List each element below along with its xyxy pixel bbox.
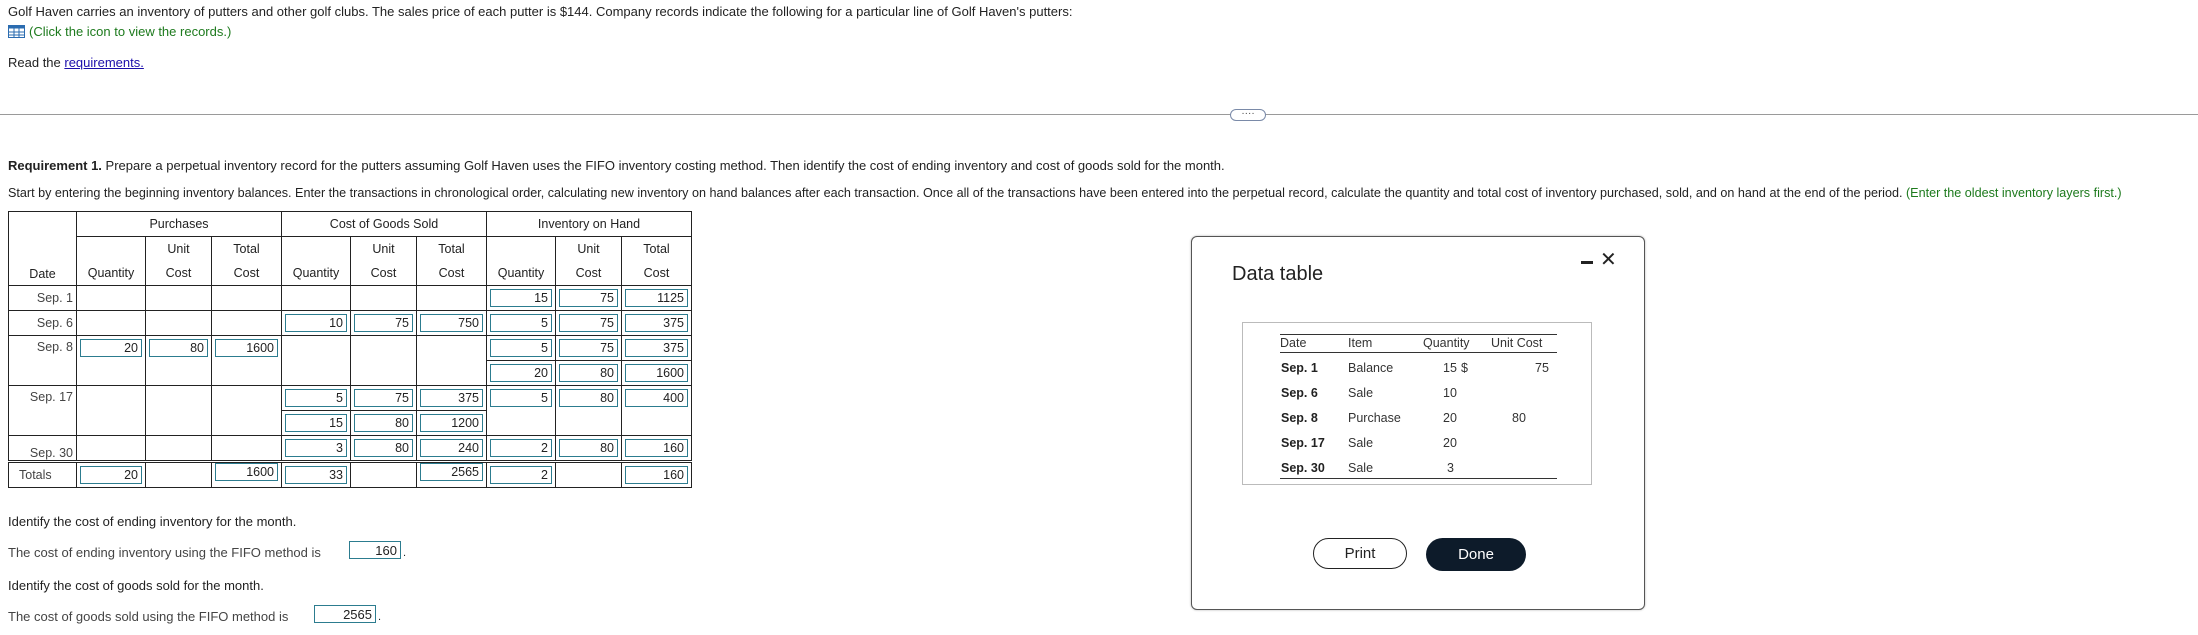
record-qty: 10 bbox=[1443, 386, 1457, 400]
cogs-unit-cost-input[interactable]: 80 bbox=[354, 439, 413, 457]
record-item: Sale bbox=[1348, 436, 1374, 450]
header-cost: Cost bbox=[556, 261, 622, 286]
read-prefix: Read the bbox=[8, 55, 65, 70]
record-unit-cost: 80 bbox=[1512, 411, 1526, 425]
record-unit-cost: 75 bbox=[1535, 361, 1549, 375]
cogs-total-cost-input[interactable]: 1200 bbox=[420, 414, 483, 432]
header-cost: Cost bbox=[622, 261, 692, 286]
header-quantity: Quantity bbox=[487, 261, 556, 286]
total-inventory-quantity-input[interactable]: 2 bbox=[490, 466, 552, 484]
header-unit: Unit bbox=[146, 237, 212, 262]
header-total: Total bbox=[622, 237, 692, 262]
inventory-unit-cost-input[interactable]: 80 bbox=[559, 439, 618, 457]
intro-text: Golf Haven carries an inventory of putters and other golf clubs. The sales price of each putter is $144. Company records indicate the following for a particular line of Golf Haven's putters: bbox=[8, 4, 1073, 19]
instructions bbox=[8, 186, 2122, 200]
requirement-1 bbox=[8, 158, 1225, 173]
header-inventory: Inventory on Hand bbox=[487, 212, 692, 237]
read-requirements bbox=[8, 55, 144, 70]
expand-handle-icon[interactable]: ···· bbox=[1230, 109, 1266, 121]
answer-cogs-label: The cost of goods sold using the FIFO method is bbox=[8, 609, 289, 624]
done-button[interactable]: Done bbox=[1426, 538, 1526, 571]
row-date: Sep. 8 bbox=[9, 336, 77, 386]
table-row bbox=[9, 286, 692, 311]
header-blank bbox=[282, 237, 351, 262]
header-unit: Unit bbox=[351, 237, 417, 262]
header-date: Date bbox=[9, 212, 77, 286]
total-inventory-cost-input[interactable]: 160 bbox=[625, 466, 688, 484]
inventory-unit-cost-input[interactable]: 75 bbox=[559, 289, 618, 307]
inventory-quantity-input[interactable]: 15 bbox=[490, 289, 552, 307]
inventory-total-cost-input[interactable]: 400 bbox=[625, 389, 688, 407]
inventory-quantity-input[interactable]: 5 bbox=[490, 389, 552, 407]
data-table-dialog bbox=[1191, 236, 1645, 610]
answer-cogs-row bbox=[8, 609, 288, 624]
record-date: Sep. 17 bbox=[1281, 436, 1325, 450]
inventory-total-cost-input[interactable]: 160 bbox=[625, 439, 688, 457]
requirements-link[interactable]: requirements. bbox=[64, 55, 144, 70]
header-cost: Cost bbox=[417, 261, 487, 286]
header-cost: Cost bbox=[351, 261, 417, 286]
table-grid-icon[interactable] bbox=[8, 25, 25, 38]
record-date: Sep. 6 bbox=[1281, 386, 1318, 400]
cogs-unit-cost-input[interactable]: 80 bbox=[354, 414, 413, 432]
cogs-unit-cost-input[interactable]: 75 bbox=[354, 389, 413, 407]
table-row bbox=[9, 336, 692, 361]
cogs-quantity-input[interactable]: 3 bbox=[285, 439, 347, 457]
perpetual-inventory-table bbox=[8, 211, 692, 488]
record-item: Sale bbox=[1348, 386, 1374, 400]
header-purchases: Purchases bbox=[77, 212, 282, 237]
records-table bbox=[1242, 322, 1592, 485]
purchase-unit-cost-input[interactable]: 80 bbox=[149, 339, 208, 357]
row-date: Sep. 6 bbox=[9, 311, 77, 336]
col-unit-cost-header: Unit Cost bbox=[1491, 336, 1543, 350]
inventory-quantity-input[interactable]: 5 bbox=[490, 314, 552, 332]
cogs-total-cost-input[interactable]: 750 bbox=[420, 314, 483, 332]
records-link-row[interactable] bbox=[8, 24, 231, 39]
inventory-total-cost-input[interactable]: 1600 bbox=[625, 364, 688, 382]
header-blank bbox=[487, 237, 556, 262]
purchase-total-cost-input[interactable]: 1600 bbox=[215, 339, 278, 357]
header-cost: Cost bbox=[146, 261, 212, 286]
record-qty: 3 bbox=[1447, 461, 1454, 475]
total-cogs-cost-input[interactable]: 2565 bbox=[420, 463, 483, 481]
print-button[interactable]: Print bbox=[1313, 538, 1407, 569]
inventory-unit-cost-input[interactable]: 75 bbox=[559, 339, 618, 357]
minimize-icon[interactable] bbox=[1581, 261, 1593, 264]
records-link[interactable]: (Click the icon to view the records.) bbox=[29, 24, 232, 39]
header-cogs: Cost of Goods Sold bbox=[282, 212, 487, 237]
cogs-unit-cost-input[interactable]: 75 bbox=[354, 314, 413, 332]
cogs-total-cost-input[interactable]: 240 bbox=[420, 439, 483, 457]
question-cogs: Identify the cost of goods sold for the month. bbox=[8, 578, 264, 593]
header-total: Total bbox=[417, 237, 487, 262]
record-item: Purchase bbox=[1348, 411, 1401, 425]
inventory-unit-cost-input[interactable]: 80 bbox=[559, 389, 618, 407]
dialog-title: Data table bbox=[1232, 263, 1324, 285]
close-icon[interactable]: ✕ bbox=[1600, 249, 1617, 271]
header-quantity: Quantity bbox=[282, 261, 351, 286]
record-dollar: $ bbox=[1461, 361, 1468, 375]
record-item: Balance bbox=[1348, 361, 1394, 375]
header-blank bbox=[77, 237, 146, 262]
row-date: Sep. 30 bbox=[9, 436, 77, 462]
purchase-quantity-input[interactable]: 20 bbox=[80, 339, 142, 357]
cogs-quantity-input[interactable]: 15 bbox=[285, 414, 347, 432]
table-row bbox=[9, 386, 692, 411]
header-quantity: Quantity bbox=[77, 261, 146, 286]
total-cogs-quantity-input[interactable]: 33 bbox=[285, 466, 347, 484]
totals-row bbox=[9, 462, 692, 488]
answer-ending-inventory-row bbox=[8, 545, 321, 560]
inventory-quantity-input[interactable]: 2 bbox=[490, 439, 552, 457]
cogs-total-cost-input[interactable]: 375 bbox=[420, 389, 483, 407]
inventory-unit-cost-input[interactable]: 80 bbox=[559, 364, 618, 382]
section-divider bbox=[0, 114, 2198, 115]
col-quantity-header: Quantity bbox=[1423, 336, 1470, 350]
table-row bbox=[9, 311, 692, 336]
table-row bbox=[9, 436, 692, 462]
header-unit: Unit bbox=[556, 237, 622, 262]
instructions-text: Start by entering the beginning inventory balances. Enter the transactions in chronological order, calculating new inventory on hand balances after each transaction. Once all of the transactions have been entered into the perpetual record, calculate the quantity and total cost of inventory purchased, sold, and on hand at the end of the period. bbox=[8, 186, 1903, 200]
inventory-total-cost-input[interactable]: 375 bbox=[625, 314, 688, 332]
instructions-hint: (Enter the oldest inventory layers first.) bbox=[1902, 186, 2122, 200]
inventory-unit-cost-input[interactable]: 75 bbox=[559, 314, 618, 332]
record-date: Sep. 8 bbox=[1281, 411, 1318, 425]
inventory-total-cost-input[interactable]: 375 bbox=[625, 339, 688, 357]
inventory-quantity-input[interactable]: 20 bbox=[490, 364, 552, 382]
record-qty: 20 bbox=[1443, 411, 1457, 425]
row-date: Sep. 17 bbox=[9, 386, 77, 436]
record-date: Sep. 1 bbox=[1281, 361, 1318, 375]
totals-label: Totals bbox=[9, 462, 77, 488]
cogs-quantity-input[interactable]: 5 bbox=[285, 389, 347, 407]
record-date: Sep. 30 bbox=[1281, 461, 1325, 475]
cogs-input[interactable]: 2565 bbox=[314, 605, 376, 623]
answer-ending-inventory-label: The cost of ending inventory using the FIFO method is bbox=[8, 545, 321, 560]
total-purchase-quantity-input[interactable]: 20 bbox=[80, 466, 142, 484]
record-qty: 20 bbox=[1443, 436, 1457, 450]
inventory-total-cost-input[interactable]: 1125 bbox=[625, 289, 688, 307]
header-cost: Cost bbox=[212, 261, 282, 286]
record-item: Sale bbox=[1348, 461, 1374, 475]
requirement-label: Requirement 1. bbox=[8, 158, 102, 173]
record-qty: 15 bbox=[1443, 361, 1457, 375]
row-date: Sep. 1 bbox=[9, 286, 77, 311]
requirement-text: Prepare a perpetual inventory record for the putters assuming Golf Haven uses the FIFO inventory costing method. Then identify the cost of ending inventory and cost of goods sold for the month. bbox=[101, 158, 1225, 173]
col-date-header: Date bbox=[1280, 336, 1307, 350]
ending-inventory-input[interactable]: 160 bbox=[349, 541, 401, 559]
header-total: Total bbox=[212, 237, 282, 262]
inventory-quantity-input[interactable]: 5 bbox=[490, 339, 552, 357]
total-purchase-cost-input[interactable]: 1600 bbox=[215, 463, 278, 481]
question-ending-inventory: Identify the cost of ending inventory for the month. bbox=[8, 514, 297, 529]
col-item-header: Item bbox=[1348, 336, 1373, 350]
cogs-quantity-input[interactable]: 10 bbox=[285, 314, 347, 332]
